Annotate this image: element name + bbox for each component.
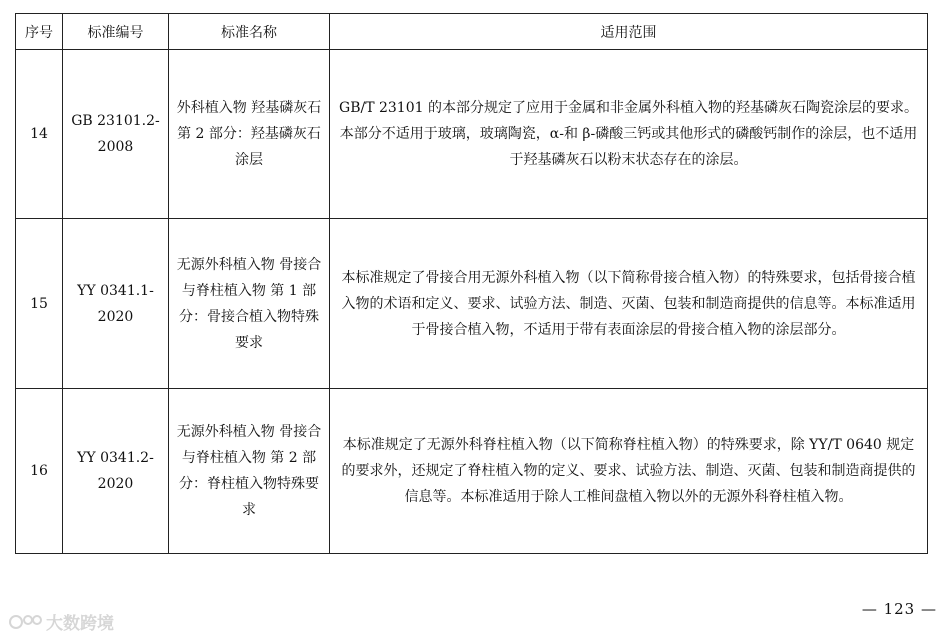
row-serial: 14 [16, 50, 63, 219]
table-row [16, 219, 928, 388]
row-standard-code: GB 23101.2-2008 [63, 50, 169, 219]
row-serial: 15 [16, 219, 63, 388]
row-serial: 16 [16, 388, 63, 553]
row-scope: GB/T 23101 的本部分规定了应用于金属和非金属外科植入物的羟基磷灰石陶瓷涂层的要求。本部分不适用于玻璃，玻璃陶瓷，α-和 β-磷酸三钙或其他形式的磷酸钙制作的涂层，也不适用于羟基磷灰石以粉末状态存在的涂层。 [330, 50, 928, 219]
row-standard-name: 无源外科植入物 骨接合与脊柱植入物 第 2 部分：脊柱植入物特殊要求 [169, 388, 330, 553]
watermark-logo-icon [8, 612, 42, 632]
header-standard-code: 标准编号 [63, 14, 169, 50]
row-scope: 本标准规定了骨接合用无源外科植入物（以下简称骨接合植入物）的特殊要求，包括骨接合植入物的术语和定义、要求、试验方法、制造、灭菌、包装和制造商提供的信息等。本标准适用于骨接合植入物，不适用于带有表面涂层的骨接合植入物的涂层部分。 [330, 219, 928, 388]
watermark-text: 大数跨境 [46, 614, 114, 634]
row-scope: 本标准规定了无源外科脊柱植入物（以下简称脊柱植入物）的特殊要求，除 YY/T 0640 规定的要求外，还规定了脊柱植入物的定义、要求、试验方法、制造、灭菌、包装和制造商提供的信息等。本标准适用于除人工椎间盘植入物以外的无源外科脊柱植入物。 [330, 388, 928, 553]
header-serial: 序号 [16, 14, 63, 50]
page-number: — 123 — [861, 600, 937, 618]
header-standard-name: 标准名称 [169, 14, 330, 50]
row-standard-code: YY 0341.1-2020 [63, 219, 169, 388]
watermark [8, 609, 114, 634]
table-header-row [16, 14, 928, 50]
header-scope: 适用范围 [330, 14, 928, 50]
table-row [16, 50, 928, 219]
row-standard-code: YY 0341.2-2020 [63, 388, 169, 553]
standards-table [15, 13, 928, 554]
row-standard-name: 外科植入物 羟基磷灰石 第 2 部分：羟基磷灰石涂层 [169, 50, 330, 219]
table-row [16, 388, 928, 553]
row-standard-name: 无源外科植入物 骨接合与脊柱植入物 第 1 部分：骨接合植入物特殊要求 [169, 219, 330, 388]
